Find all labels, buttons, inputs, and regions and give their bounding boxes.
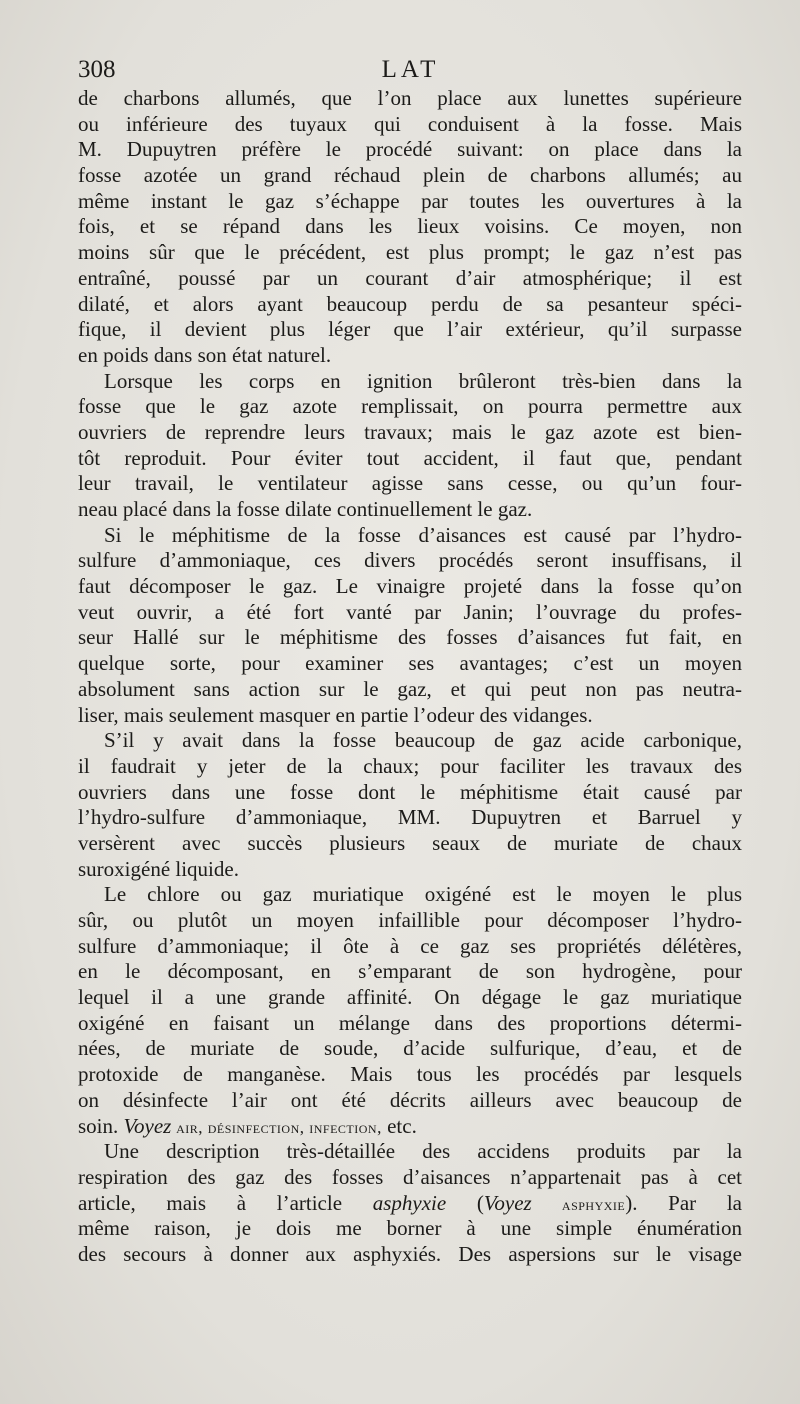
text-line: entraîné, poussé par un courant d’air atmosphérique; il est [78, 265, 742, 290]
text-line: S’il y avait dans la fosse beaucoup de gaz acide carbonique, [104, 728, 742, 753]
text-line: il faudrait y jeter de la chaux; pour faciliter les travaux des [78, 753, 742, 778]
text-line-cross-reference [78, 1114, 742, 1140]
text-line: même raison, je dois me borner à une simple énumération [78, 1216, 742, 1241]
text-line: tôt reproduit. Pour éviter tout accident, il faut que, pendant [78, 445, 742, 470]
running-head: LAT [381, 56, 440, 83]
text-line: de charbons allumés, que l’on place aux lunettes supérieure [78, 86, 742, 110]
text-line: M. Dupuytren préfère le procédé suivant: on place dans la [78, 137, 742, 162]
text-line: sulfure d’ammoniaque; il ôte à ce gaz ses propriétés délétères, [78, 933, 742, 958]
text-line: fique, il devient plus léger que l’air extérieur, qu’il surpasse [78, 317, 742, 342]
text-line: seur Hallé sur le méphitisme des fosses d’aisances fut fait, en [78, 625, 742, 650]
text-line-cross-reference [78, 1191, 742, 1217]
text-line: veut ouvrir, a été fort vanté par Janin; l’ouvrage du profes- [78, 599, 742, 624]
text-line: oxigéné en faisant un mélange dans des proportions détermi- [78, 1010, 742, 1035]
text-line: liser, mais seulement masquer en partie l’odeur des vidanges. [78, 702, 593, 727]
body-text [78, 86, 742, 1268]
text-line: ou inférieure des tuyaux qui conduisent à la fosse. Mais [78, 111, 742, 136]
text-run: ( [446, 1190, 484, 1215]
italic-run: asphyxie [372, 1190, 447, 1215]
text-line: Si le méphitisme de la fosse d’aisances est causé par l’hydro- [104, 522, 742, 547]
text-line: fosse que le gaz azote remplissait, on pourra permettre aux [78, 394, 742, 419]
text-run: etc. [381, 1113, 417, 1138]
text-line: moins sûr que le précédent, est plus prompt; le gaz n’est pas [78, 240, 742, 265]
text-line: quelque sorte, pour examiner ses avantages; c’est un moyen [78, 651, 742, 676]
italic-run: Voyez [483, 1190, 532, 1215]
page-header [78, 56, 743, 86]
text-line: on désinfecte l’air ont été décrits ailleurs avec beaucoup de [78, 1087, 742, 1112]
text-line: suroxigéné liquide. [78, 856, 239, 881]
text-line: fosse azotée un grand réchaud plein de charbons allumés; au [78, 163, 742, 188]
small-caps-run: asphyxie [531, 1194, 626, 1214]
small-caps-run: air, désinfection, infection, [171, 1117, 382, 1137]
text-line: Le chlore ou gaz muriatique oxigéné est le moyen le plus [104, 882, 742, 907]
text-line: l’hydro-sulfure d’ammoniaque, MM. Dupuytren et Barruel y [78, 805, 742, 830]
text-line: des secours à donner aux asphyxiés. Des aspersions sur le visage [78, 1241, 742, 1266]
text-line: leur travail, le ventilateur agisse sans cesse, ou qu’un four- [78, 471, 742, 496]
text-line: Une description très-détaillée des accidens produits par la [104, 1139, 742, 1164]
text-run: ). Par la [625, 1190, 742, 1215]
page-number: 308 [78, 56, 116, 83]
text-line: nées, de muriate de soude, d’acide sulfurique, d’eau, et de [78, 1036, 742, 1061]
text-line: absolument sans action sur le gaz, et qui peut non pas neutra- [78, 676, 742, 701]
text-line: ouvriers de reprendre leurs travaux; mais le gaz azote est bien- [78, 419, 742, 444]
text-line: respiration des gaz des fosses d’aisances n’appartenait pas à cet [78, 1164, 742, 1189]
text-line: même instant le gaz s’échappe par toutes les ouvertures à la [78, 188, 742, 213]
text-run: article, mais à l’article [78, 1190, 373, 1215]
text-line: neau placé dans la fosse dilate continuellement le gaz. [78, 497, 533, 521]
text-line: protoxide de manganèse. Mais tous les procédés par lesquels [78, 1062, 742, 1087]
text-line: en le décomposant, en s’emparant de son hydrogène, pour [78, 959, 742, 984]
text-line: versèrent avec succès plusieurs seaux de muriate de chaux [78, 830, 742, 855]
text-line: en poids dans son état naturel. [78, 342, 332, 367]
text-line: Lorsque les corps en ignition brûleront très-bien dans la [104, 368, 742, 393]
text-line: ouvriers dans une fosse dont le méphitisme était causé par [78, 779, 742, 804]
text-line: fois, et se répand dans les lieux voisins. Ce moyen, non [78, 214, 742, 239]
text-line: lequel il a une grande affinité. On dégage le gaz muriatique [78, 985, 742, 1010]
text-line: sulfure d’ammoniaque, ces divers procédés seront insuffisans, il [78, 548, 742, 573]
text-line: dilaté, et alors ayant beaucoup perdu de sa pesanteur spéci- [78, 291, 742, 316]
text-line: faut décomposer le gaz. Le vinaigre projeté dans la fosse qu’on [78, 574, 742, 599]
text-run: soin. [78, 1113, 124, 1138]
text-line: sûr, ou plutôt un moyen infaillible pour décomposer l’hydro- [78, 908, 742, 932]
italic-run: Voyez [123, 1113, 172, 1138]
